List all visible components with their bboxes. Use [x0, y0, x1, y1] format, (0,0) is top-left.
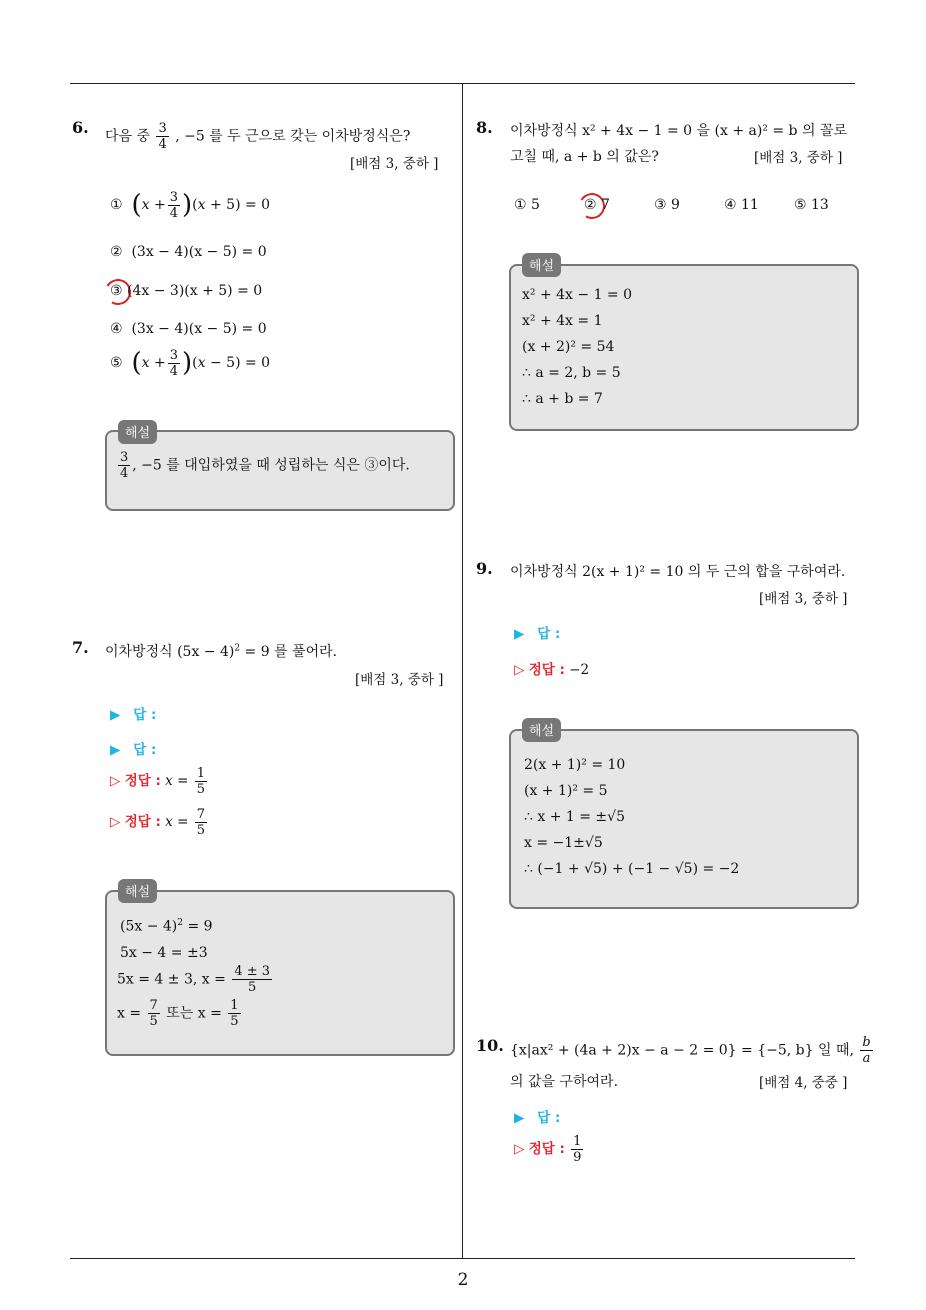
q7-correct-2: ▷ 정답 : x = $\frac{7}{5}$: [110, 807, 205, 838]
q7-explain-line-1: $(5x - 4)^2 = 9$: [120, 918, 213, 935]
q10-number: 10.: [476, 1036, 504, 1055]
q8-explain-line-2: x² + 4x = 1: [522, 313, 603, 329]
q9-answer[interactable]: ▶ 답 :: [514, 626, 561, 642]
q7-explain-line-2: 5x − 4 = ±3: [120, 945, 208, 961]
q8-choice-4[interactable]: ④ 11: [724, 197, 759, 213]
q6-choice-2[interactable]: ② (3x − 4)(x − 5) = 0: [110, 244, 267, 260]
q8-explain-line-3: (x + 2)² = 54: [522, 339, 615, 355]
q7-number: 7.: [72, 638, 89, 657]
q8-text-line-1: 이차방정식 x² + 4x − 1 = 0 을 (x + a)² = b 의 꼴로: [510, 123, 847, 139]
q6-text: 다음 중 $\frac{3}{4}$ , −5 를 두 근으로 갖는 이차방정식은?: [105, 121, 411, 152]
q10-answer[interactable]: ▶ 답 :: [514, 1110, 561, 1126]
q8-explanation-tag: 해설: [522, 253, 561, 277]
q6-choice-5[interactable]: ⑤ (x + $\frac{3}{4}$ )(x − 5) = 0: [110, 347, 271, 379]
q8-explain-line-1: x² + 4x − 1 = 0: [522, 287, 633, 303]
q7-explain-line-4: x = $\frac{7}{5}$ 또는 x = $\frac{1}{5}$: [117, 998, 239, 1029]
q7-explain-line-3: 5x = 4 ± 3, x = $\frac{4 \pm 3}{5}$: [117, 964, 271, 995]
q6-meta: [배점 3, 중하 ]: [350, 156, 439, 172]
page-number: 2: [457, 1270, 469, 1290]
q7-answer-1[interactable]: ▶ 답 :: [110, 707, 157, 723]
q10-text-line-1: {x|ax² + (4a + 2)x − a − 2 = 0} = {−5, b} 일 때, $\frac{b}{a}$: [510, 1035, 871, 1066]
q9-explain-line-1: 2(x + 1)² = 10: [524, 757, 626, 773]
q6-choice-4[interactable]: ④ (3x − 4)(x − 5) = 0: [110, 321, 267, 337]
q8-choice-5[interactable]: ⑤ 13: [794, 197, 829, 213]
q6-explanation-text: $\frac{3}{4}$ , −5 를 대입하였을 때 성립하는 식은 ③이다.: [120, 450, 410, 481]
q9-explain-line-5: ∴ (−1 + √5) + (−1 − √5) = −2: [524, 861, 740, 877]
q6-explanation-tag: 해설: [118, 420, 157, 444]
q9-number: 9.: [476, 559, 493, 578]
column-divider: [462, 83, 463, 1258]
bottom-rule: [70, 1258, 855, 1259]
q9-correct: ▷ 정답 : −2: [514, 662, 590, 678]
q10-text-line-2: 의 값을 구하여라.: [510, 1074, 619, 1090]
q8-meta: [배점 3, 중하 ]: [754, 150, 843, 166]
q6-number: 6.: [72, 118, 89, 137]
q7-explanation-tag: 해설: [118, 879, 157, 903]
q9-meta: [배점 3, 중하 ]: [759, 591, 848, 607]
q6-choice-3[interactable]: ③ (4x − 3)(x + 5) = 0: [110, 283, 263, 299]
q7-correct-1: ▷ 정답 : x = $\frac{1}{5}$: [110, 766, 205, 797]
q9-explain-line-3: ∴ x + 1 = ±√5: [524, 809, 625, 825]
q7-meta: [배점 3, 중하 ]: [355, 672, 444, 688]
q6-choice-1[interactable]: ① (x + $\frac{3}{4}$ )(x + 5) = 0: [110, 189, 271, 221]
q10-correct: ▷ 정답 : $\frac{1}{9}$: [514, 1134, 582, 1165]
q7-text: 이차방정식 $(5x - 4)^2 = 9$ 를 풀어라.: [105, 643, 338, 660]
q8-explain-line-5: ∴ a + b = 7: [522, 391, 603, 407]
q9-explain-line-2: (x + 1)² = 5: [524, 783, 608, 799]
q9-explain-line-4: x = −1±√5: [524, 835, 603, 851]
q7-answer-2[interactable]: ▶ 답 :: [110, 742, 157, 758]
q8-choice-1[interactable]: ① 5: [514, 197, 540, 213]
q9-text: 이차방정식 2(x + 1)² = 10 의 두 근의 합을 구하여라.: [510, 564, 846, 580]
q8-choice-2[interactable]: ② 7: [584, 197, 610, 213]
q8-explain-line-4: ∴ a = 2, b = 5: [522, 365, 621, 381]
q8-number: 8.: [476, 118, 493, 137]
q9-explanation-tag: 해설: [522, 718, 561, 742]
q8-text-line-2: 고칠 때, a + b 의 값은?: [510, 149, 659, 165]
q10-meta: [배점 4, 중중 ]: [759, 1075, 848, 1091]
q8-choice-3[interactable]: ③ 9: [654, 197, 680, 213]
